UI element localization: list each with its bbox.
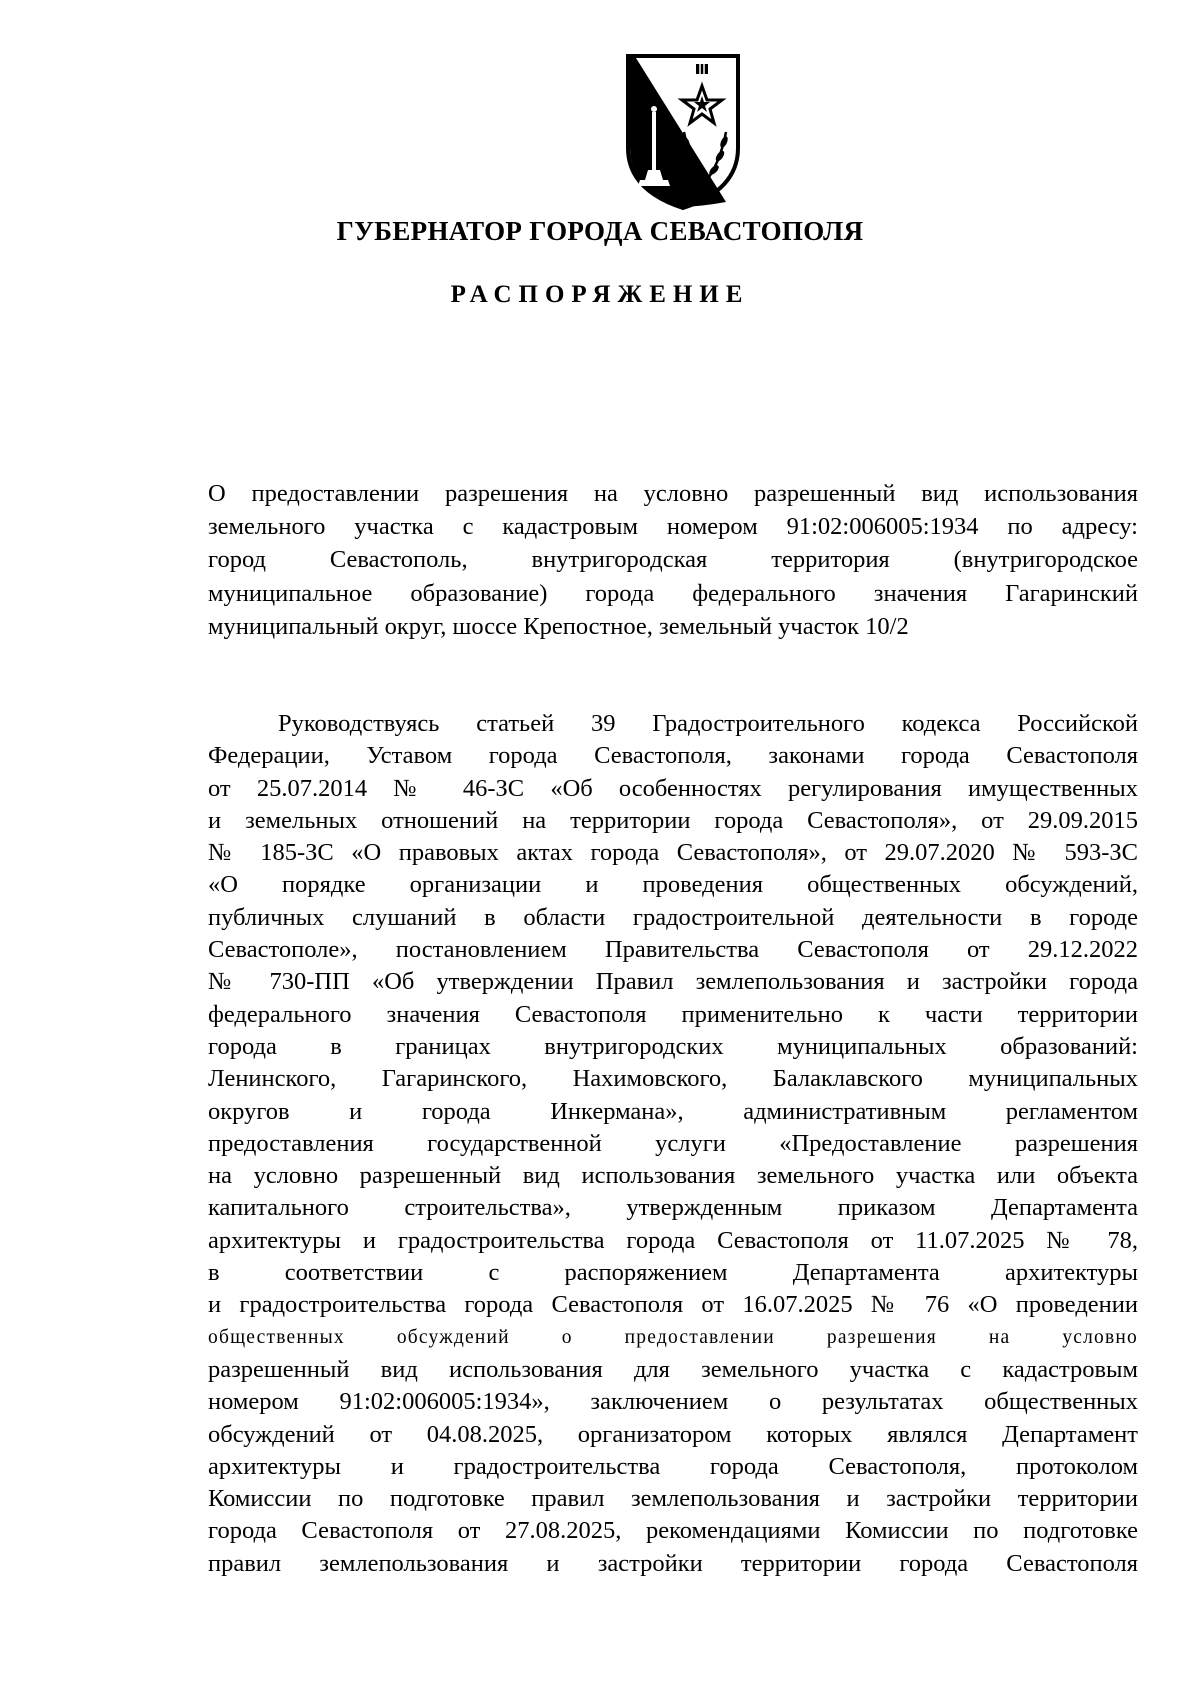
body-line: города в границах внутригородских муниципальных образований: <box>208 1032 1138 1060</box>
body-line: публичных слушаний в области градостроительной деятельности в городе <box>208 903 1138 931</box>
body-line: Севастополе», постановлением Правительства Севастополя от 29.12.2022 <box>208 936 1138 964</box>
body-line: разрешенный вид использования для земельного участка с кадастровым <box>208 1355 1138 1383</box>
body-line: и градостроительства города Севастополя от 16.07.2025 № 76 «О проведении <box>208 1291 1138 1319</box>
subject-line: муниципальный округ, шоссе Крепостное, земельный участок 10/2 <box>208 612 909 640</box>
document-type-heading: РАСПОРЯЖЕНИЕ <box>450 281 750 308</box>
body-line: федерального значения Севастополя применительно к части территории <box>208 1000 1138 1028</box>
body-line: общественных обсуждений о предоставлении разрешения на условно <box>208 1326 1138 1348</box>
body-line: Ленинского, Гагаринского, Нахимовского, Балаклавского муниципальных <box>208 1065 1138 1093</box>
body-line: архитектуры и градостроительства города Севастополя, протоколом <box>208 1452 1138 1480</box>
body-line: «О порядке организации и проведения общественных обсуждений, <box>208 871 1138 899</box>
body-line: архитектуры и градостроительства города Севастополя от 11.07.2025 № 78, <box>208 1226 1138 1254</box>
body-line: Руководствуясь статьей 39 Градостроительного кодекса Российской <box>278 710 1138 737</box>
document-subject <box>208 477 1138 643</box>
body-line: на условно разрешенный вид использования земельного участка или объекта <box>208 1162 1138 1190</box>
body-line: номером 91:02:006005:1934», заключением о результатах общественных <box>208 1388 1138 1416</box>
subject-line: муниципальное образование) города федерального значения Гагаринский <box>208 579 1138 607</box>
body-line: обсуждений от 04.08.2025, организатором которых являлся Департамент <box>208 1420 1138 1448</box>
body-line: капитального строительства», утвержденным приказом Департамента <box>208 1194 1138 1222</box>
body-line: № 730-ПП «Об утверждении Правил землепользования и застройки города <box>208 968 1138 996</box>
body-line: города Севастополя от 27.08.2025, рекомендациями Комиссии по подготовке <box>208 1517 1138 1545</box>
document-body <box>208 708 1138 1580</box>
body-line: № 185-ЗС «О правовых актах города Севастополя», от 29.07.2020 № 593-ЗС <box>208 839 1138 867</box>
body-line: в соответствии с распоряжением Департамента архитектуры <box>208 1259 1138 1287</box>
subject-line: О предоставлении разрешения на условно разрешенный вид использования <box>208 480 1138 507</box>
body-line: округов и города Инкермана», административным регламентом <box>208 1097 1138 1125</box>
subject-line: земельного участка с кадастровым номером 91:02:006005:1934 по адресу: <box>208 513 1138 541</box>
body-line: правил землепользования и застройки территории города Севастополя <box>208 1549 1138 1577</box>
body-line: от 25.07.2014 № 46-ЗС «Об особенностях регулирования имущественных <box>208 774 1138 802</box>
coat-of-arms-icon <box>622 52 744 212</box>
body-line: Комиссии по подготовке правил землепользования и застройки территории <box>208 1485 1138 1513</box>
body-line: предоставления государственной услуги «Предоставление разрешения <box>208 1129 1138 1157</box>
subject-line: город Севастополь, внутригородская территория (внутригородское <box>208 546 1138 574</box>
body-line: и земельных отношений на территории города Севастополя», от 29.09.2015 <box>208 806 1138 834</box>
body-line: Федерации, Уставом города Севастополя, законами города Севастополя <box>208 742 1138 770</box>
issuer-title: ГУБЕРНАТОР ГОРОДА СЕВАСТОПОЛЯ <box>336 216 864 246</box>
